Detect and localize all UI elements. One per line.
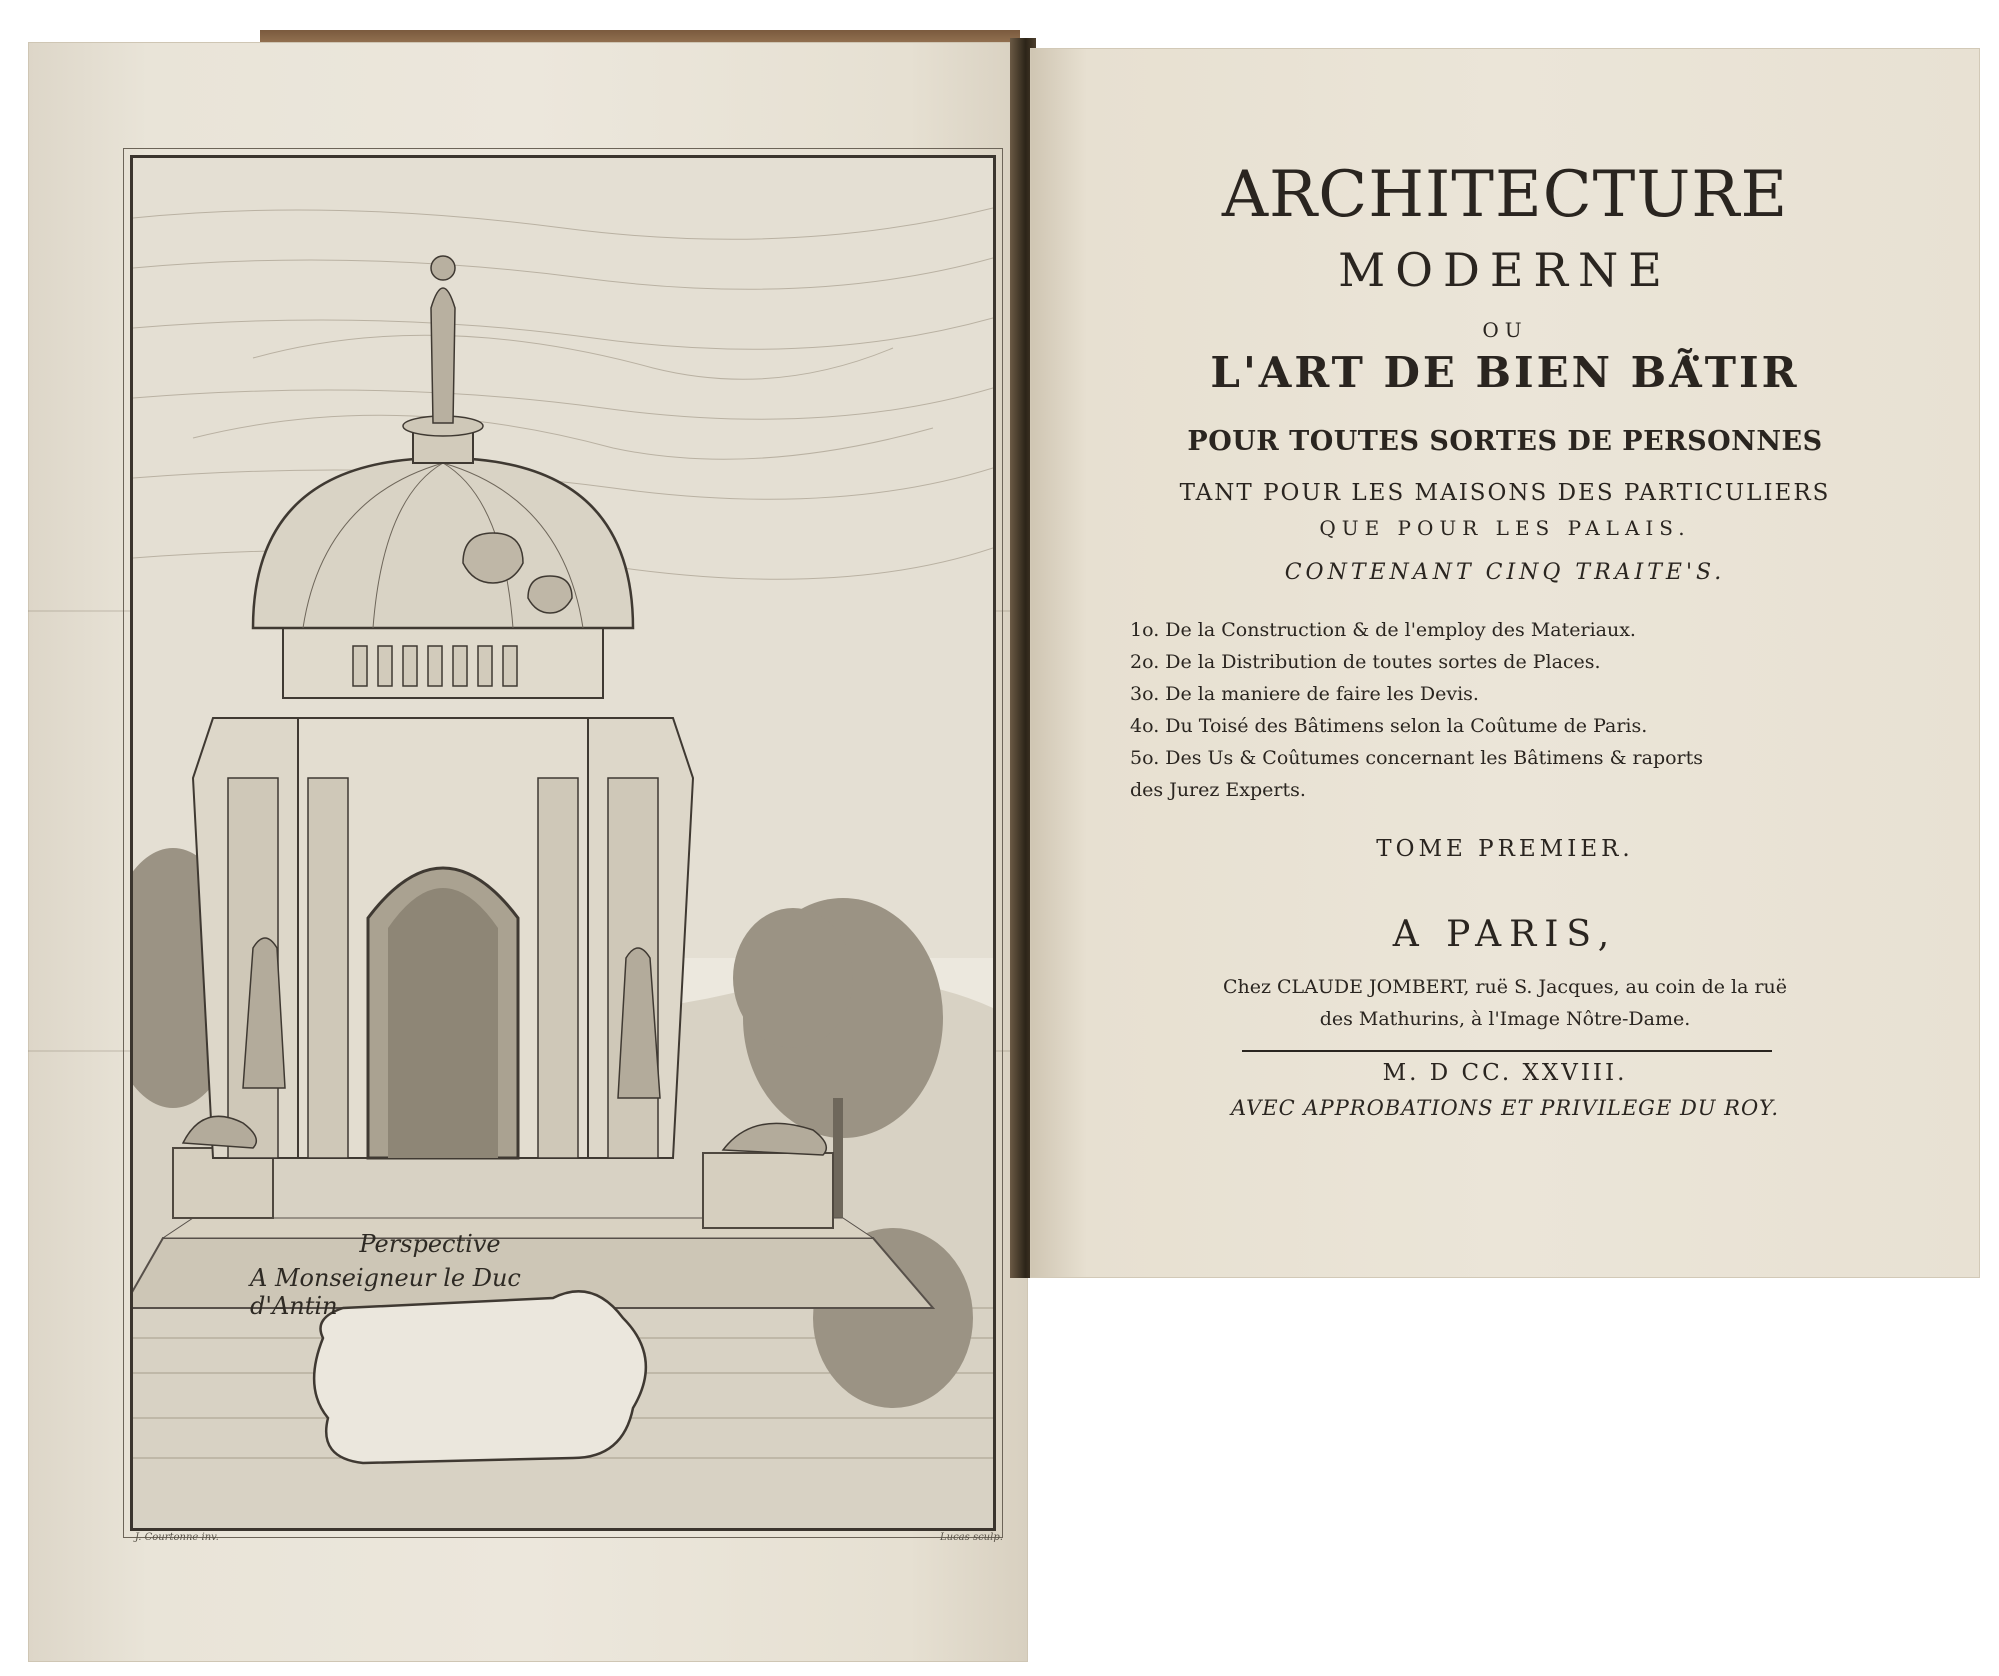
right-pedestal — [703, 1153, 833, 1228]
treatise-item: 3o. De la maniere de faire les Devis. — [1130, 683, 1479, 705]
line-maisons: TANT POUR LES MAISONS DES PARTICULIERS — [1179, 480, 1831, 506]
publisher-line-2: des Mathurins, à l'Image Nôtre-Dame. — [1319, 1008, 1691, 1030]
title-art-de-bien-batir: L'ART DE BIEN BÃ̈TIR — [1210, 348, 1800, 397]
engraver-credit-right: Lucas sculp. — [940, 1532, 1003, 1543]
treatise-list — [1130, 614, 1930, 806]
tome-premier: TOME PREMIER. — [1376, 836, 1634, 862]
engraver-credit-left: J. Courtonne inv. — [135, 1532, 219, 1543]
title-moderne: MODERNE — [1338, 243, 1672, 297]
treatise-item: 5o. Des Us & Coûtumes concernant les Bâtimens & raports — [1130, 747, 1704, 769]
balustrade — [283, 628, 603, 698]
imprint-year: M. D CC. XXVIII. — [1382, 1060, 1628, 1086]
cartouche-inscription — [250, 1210, 610, 1340]
line-palais: QUE POUR LES PALAIS. — [1319, 516, 1691, 540]
treatise-item: 1o. De la Construction & de l'employ des Materiaux. — [1130, 619, 1636, 641]
statue-of-justice — [431, 288, 455, 423]
treatise-item: 2o. De la Distribution de toutes sortes de Places. — [1130, 651, 1601, 673]
line-personnes: POUR TOUTES SORTES DE PERSONNES — [1187, 426, 1823, 457]
imprint-city: A PARIS, — [1392, 914, 1618, 955]
privilege-line: AVEC APPROBATIONS ET PRIVILEGE DU ROY. — [1230, 1096, 1780, 1120]
title-page — [1030, 48, 1980, 1278]
treatise-item: 4o. Du Toisé des Bâtimens selon la Coûtume de Paris. — [1130, 715, 1648, 737]
title-architecture: ARCHITECTURE — [1221, 158, 1789, 232]
treatise-item-continued: des Jurez Experts. — [1130, 779, 1306, 801]
line-contenant: CONTENANT CINQ TRAITE'S. — [1284, 560, 1726, 585]
cartouche-line-1: Perspective — [359, 1230, 501, 1258]
imprint-rule — [1242, 1050, 1772, 1052]
cartouche-line-2: A Monseigneur le Duc d'Antin — [250, 1264, 521, 1320]
publisher-line-1: Chez CLAUDE JOMBERT, ruë S. Jacques, au coin de la ruë — [1222, 976, 1788, 998]
title-ou: OU — [1482, 318, 1528, 342]
